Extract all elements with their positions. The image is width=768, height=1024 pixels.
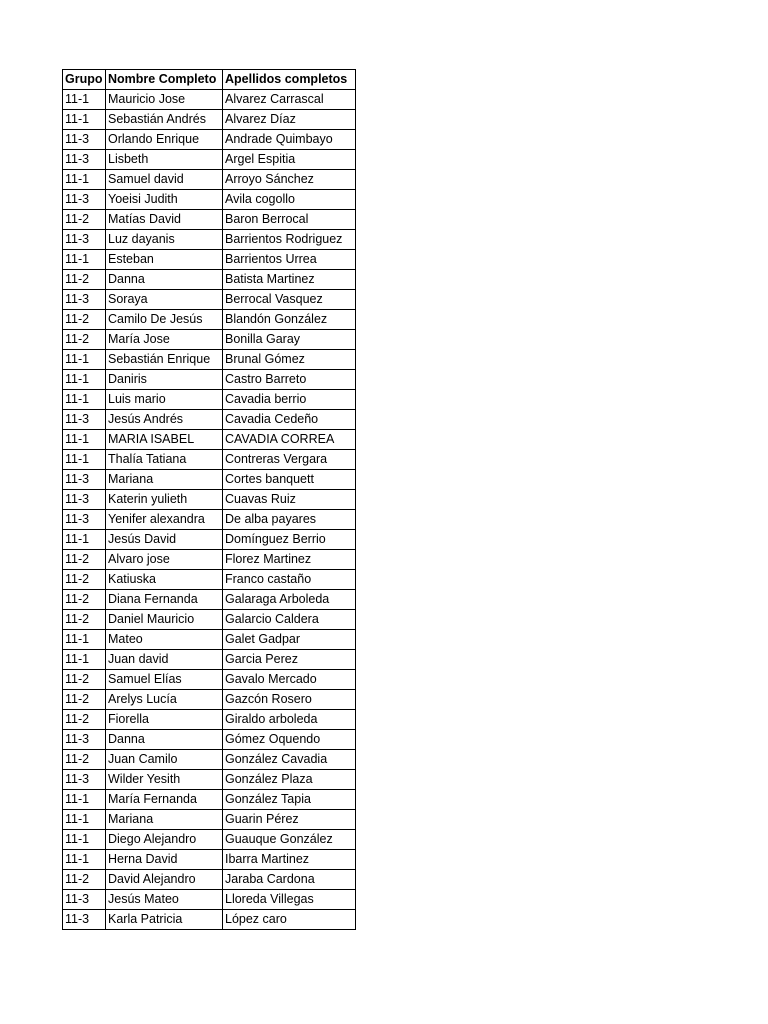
cell-grupo: 11-3: [63, 290, 106, 310]
cell-apellidos: Blandón González: [223, 310, 356, 330]
cell-grupo: 11-3: [63, 510, 106, 530]
table-row: [63, 730, 356, 750]
table-row: [63, 310, 356, 330]
cell-apellidos: Giraldo arboleda: [223, 710, 356, 730]
cell-nombre: Samuel Elías: [106, 670, 223, 690]
cell-nombre: Luz dayanis: [106, 230, 223, 250]
cell-apellidos: Alvarez Díaz: [223, 110, 356, 130]
cell-apellidos: Bonilla Garay: [223, 330, 356, 350]
cell-grupo: 11-1: [63, 850, 106, 870]
cell-apellidos: López caro: [223, 910, 356, 930]
cell-grupo: 11-2: [63, 690, 106, 710]
cell-apellidos: Domínguez Berrio: [223, 530, 356, 550]
cell-apellidos: Argel Espitia: [223, 150, 356, 170]
cell-grupo: 11-1: [63, 90, 106, 110]
cell-nombre: MARIA ISABEL: [106, 430, 223, 450]
table-row: [63, 190, 356, 210]
cell-apellidos: De alba payares: [223, 510, 356, 530]
cell-nombre: Esteban: [106, 250, 223, 270]
table-row: [63, 510, 356, 530]
cell-grupo: 11-2: [63, 590, 106, 610]
table-row: [63, 790, 356, 810]
cell-nombre: Fiorella: [106, 710, 223, 730]
cell-apellidos: Arroyo Sánchez: [223, 170, 356, 190]
header-grupo: Grupo: [63, 70, 106, 90]
cell-apellidos: Berrocal Vasquez: [223, 290, 356, 310]
cell-nombre: Matías David: [106, 210, 223, 230]
cell-apellidos: Jaraba Cardona: [223, 870, 356, 890]
cell-nombre: Yenifer alexandra: [106, 510, 223, 530]
cell-grupo: 11-1: [63, 370, 106, 390]
table-row: [63, 830, 356, 850]
cell-nombre: Lisbeth: [106, 150, 223, 170]
cell-grupo: 11-2: [63, 550, 106, 570]
cell-nombre: Arelys Lucía: [106, 690, 223, 710]
cell-grupo: 11-2: [63, 570, 106, 590]
cell-apellidos: Batista Martinez: [223, 270, 356, 290]
cell-apellidos: Cortes banquett: [223, 470, 356, 490]
cell-apellidos: Gavalo Mercado: [223, 670, 356, 690]
table-row: [63, 210, 356, 230]
cell-grupo: 11-1: [63, 430, 106, 450]
cell-apellidos: Barrientos Urrea: [223, 250, 356, 270]
table-row: [63, 290, 356, 310]
table-row: [63, 650, 356, 670]
cell-grupo: 11-1: [63, 250, 106, 270]
cell-nombre: Mariana: [106, 470, 223, 490]
table-row: [63, 810, 356, 830]
cell-nombre: Katiuska: [106, 570, 223, 590]
cell-nombre: Juan david: [106, 650, 223, 670]
cell-apellidos: Cavadia Cedeño: [223, 410, 356, 430]
cell-grupo: 11-3: [63, 230, 106, 250]
table-row: [63, 910, 356, 930]
table-row: [63, 530, 356, 550]
cell-grupo: 11-1: [63, 530, 106, 550]
cell-nombre: Wilder Yesith: [106, 770, 223, 790]
table-row: [63, 610, 356, 630]
cell-apellidos: Ibarra Martinez: [223, 850, 356, 870]
table-row: [63, 270, 356, 290]
table-row: [63, 630, 356, 650]
cell-grupo: 11-3: [63, 150, 106, 170]
cell-grupo: 11-2: [63, 330, 106, 350]
cell-grupo: 11-3: [63, 490, 106, 510]
table-row: [63, 670, 356, 690]
cell-apellidos: González Tapia: [223, 790, 356, 810]
cell-apellidos: Brunal Gómez: [223, 350, 356, 370]
cell-grupo: 11-2: [63, 870, 106, 890]
header-row: [63, 70, 356, 90]
cell-apellidos: Lloreda Villegas: [223, 890, 356, 910]
cell-nombre: Luis mario: [106, 390, 223, 410]
cell-grupo: 11-1: [63, 350, 106, 370]
table-row: [63, 370, 356, 390]
cell-grupo: 11-3: [63, 890, 106, 910]
cell-grupo: 11-3: [63, 770, 106, 790]
cell-grupo: 11-3: [63, 410, 106, 430]
table-row: [63, 470, 356, 490]
cell-nombre: Juan Camilo: [106, 750, 223, 770]
cell-nombre: María Jose: [106, 330, 223, 350]
table-row: [63, 170, 356, 190]
cell-apellidos: Castro Barreto: [223, 370, 356, 390]
table-row: [63, 750, 356, 770]
student-list-sheet: [62, 69, 356, 930]
cell-grupo: 11-1: [63, 450, 106, 470]
table-row: [63, 710, 356, 730]
table-row: [63, 390, 356, 410]
table-row: [63, 330, 356, 350]
cell-grupo: 11-3: [63, 130, 106, 150]
table-row: [63, 850, 356, 870]
cell-nombre: Diego Alejandro: [106, 830, 223, 850]
cell-nombre: Karla Patricia: [106, 910, 223, 930]
cell-apellidos: Garcia Perez: [223, 650, 356, 670]
cell-nombre: Danna: [106, 270, 223, 290]
table-row: [63, 230, 356, 250]
cell-grupo: 11-1: [63, 110, 106, 130]
cell-nombre: Soraya: [106, 290, 223, 310]
cell-nombre: Alvaro jose: [106, 550, 223, 570]
cell-grupo: 11-1: [63, 170, 106, 190]
table-row: [63, 550, 356, 570]
cell-apellidos: Baron Berrocal: [223, 210, 356, 230]
cell-nombre: Camilo De Jesús: [106, 310, 223, 330]
cell-nombre: Diana Fernanda: [106, 590, 223, 610]
table-row: [63, 150, 356, 170]
cell-apellidos: Galaraga Arboleda: [223, 590, 356, 610]
table-body: [63, 90, 356, 930]
cell-nombre: Orlando Enrique: [106, 130, 223, 150]
cell-apellidos: González Plaza: [223, 770, 356, 790]
table-row: [63, 410, 356, 430]
cell-nombre: Thalía Tatiana: [106, 450, 223, 470]
cell-nombre: David Alejandro: [106, 870, 223, 890]
cell-apellidos: Guarin Pérez: [223, 810, 356, 830]
cell-grupo: 11-2: [63, 310, 106, 330]
cell-nombre: Herna David: [106, 850, 223, 870]
cell-nombre: Jesús David: [106, 530, 223, 550]
table-row: [63, 450, 356, 470]
cell-apellidos: Galet Gadpar: [223, 630, 356, 650]
table-row: [63, 350, 356, 370]
cell-nombre: Jesús Andrés: [106, 410, 223, 430]
header-apellidos-completos: Apellidos completos: [223, 70, 356, 90]
cell-grupo: 11-3: [63, 190, 106, 210]
header-nombre-completo: Nombre Completo: [106, 70, 223, 90]
table-row: [63, 250, 356, 270]
cell-apellidos: Galarcio Caldera: [223, 610, 356, 630]
cell-nombre: María Fernanda: [106, 790, 223, 810]
cell-grupo: 11-1: [63, 630, 106, 650]
cell-grupo: 11-2: [63, 610, 106, 630]
table-row: [63, 110, 356, 130]
cell-apellidos: Andrade Quimbayo: [223, 130, 356, 150]
cell-grupo: 11-2: [63, 210, 106, 230]
cell-apellidos: Florez Martinez: [223, 550, 356, 570]
cell-grupo: 11-3: [63, 470, 106, 490]
table-row: [63, 590, 356, 610]
cell-nombre: Daniel Mauricio: [106, 610, 223, 630]
cell-apellidos: Franco castaño: [223, 570, 356, 590]
table-row: [63, 870, 356, 890]
table-row: [63, 690, 356, 710]
cell-grupo: 11-2: [63, 270, 106, 290]
cell-nombre: Sebastián Andrés: [106, 110, 223, 130]
cell-apellidos: Barrientos Rodriguez: [223, 230, 356, 250]
cell-grupo: 11-3: [63, 730, 106, 750]
cell-nombre: Mauricio Jose: [106, 90, 223, 110]
cell-apellidos: Cuavas Ruiz: [223, 490, 356, 510]
cell-apellidos: Gazcón Rosero: [223, 690, 356, 710]
cell-grupo: 11-3: [63, 910, 106, 930]
cell-apellidos: Gómez Oquendo: [223, 730, 356, 750]
cell-nombre: Danna: [106, 730, 223, 750]
cell-nombre: Daniris: [106, 370, 223, 390]
cell-nombre: Yoeisi Judith: [106, 190, 223, 210]
cell-nombre: Katerin yulieth: [106, 490, 223, 510]
cell-grupo: 11-1: [63, 830, 106, 850]
cell-apellidos: Guauque González: [223, 830, 356, 850]
cell-apellidos: Avila cogollo: [223, 190, 356, 210]
cell-nombre: Mateo: [106, 630, 223, 650]
cell-nombre: Samuel david: [106, 170, 223, 190]
cell-grupo: 11-1: [63, 650, 106, 670]
cell-grupo: 11-2: [63, 750, 106, 770]
cell-apellidos: Alvarez Carrascal: [223, 90, 356, 110]
cell-grupo: 11-1: [63, 390, 106, 410]
cell-apellidos: González Cavadia: [223, 750, 356, 770]
cell-apellidos: CAVADIA CORREA: [223, 430, 356, 450]
table-row: [63, 430, 356, 450]
cell-grupo: 11-1: [63, 810, 106, 830]
cell-nombre: Sebastián Enrique: [106, 350, 223, 370]
cell-grupo: 11-2: [63, 670, 106, 690]
table-row: [63, 130, 356, 150]
cell-nombre: Jesús Mateo: [106, 890, 223, 910]
cell-apellidos: Cavadia berrio: [223, 390, 356, 410]
table-row: [63, 90, 356, 110]
table-row: [63, 890, 356, 910]
cell-apellidos: Contreras Vergara: [223, 450, 356, 470]
cell-grupo: 11-1: [63, 790, 106, 810]
student-table: [62, 69, 356, 930]
table-row: [63, 490, 356, 510]
table-row: [63, 770, 356, 790]
table-row: [63, 570, 356, 590]
cell-nombre: Mariana: [106, 810, 223, 830]
cell-grupo: 11-2: [63, 710, 106, 730]
